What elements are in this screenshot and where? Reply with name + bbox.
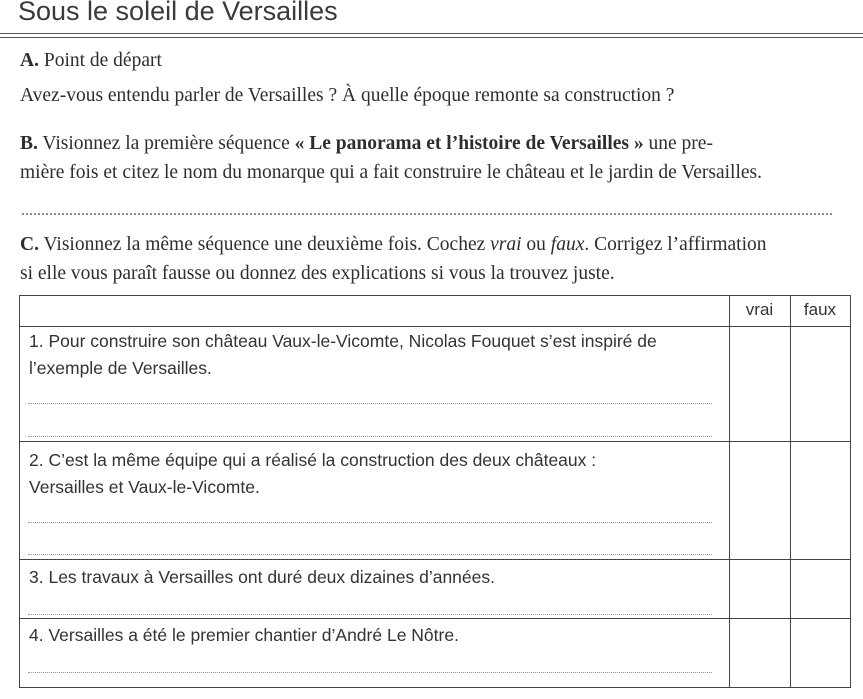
statement-4-faux-box[interactable] — [791, 619, 850, 687]
section-a-heading — [20, 50, 162, 72]
statement-4-answer-line[interactable] — [28, 672, 712, 673]
statement-3-line1: 3. Les travaux à Versailles ont duré deux dizaines d’années. — [29, 567, 495, 587]
section-c-ou: ou — [521, 234, 551, 255]
section-b-quote: « Le panorama et l’histoire de Versailles » — [294, 133, 644, 154]
statement-1-line2: l’exemple de Versailles. — [29, 358, 212, 378]
section-b-text-after: une pre- — [643, 133, 713, 154]
title-rule-top — [0, 33, 863, 34]
section-c-line1 — [20, 234, 767, 256]
section-c-line2: si elle vous paraît fausse ou donnez des explications si vous la trouvez juste. — [20, 263, 615, 284]
title-rule-bottom — [0, 37, 863, 38]
statement-2-answer-line-1[interactable] — [28, 522, 712, 523]
section-a-letter: A. — [20, 50, 39, 71]
statement-2-faux-box[interactable] — [791, 442, 850, 558]
statement-3-answer-line[interactable] — [28, 614, 712, 615]
section-c-vrai: vrai — [490, 234, 522, 255]
section-c-faux: faux — [550, 234, 585, 255]
section-c-part1: Visionnez la même séquence une deuxième fois. Cochez — [43, 234, 491, 255]
section-a-question: Avez-vous entendu parler de Versailles ? À quelle époque remonte sa construction ? — [20, 85, 675, 106]
section-b-line2: mière fois et citez le nom du monarque qui a fait construire le château et le jardin de Versailles. — [20, 162, 762, 183]
row-divider-1 — [20, 441, 850, 442]
statement-1-faux-box[interactable] — [791, 327, 850, 440]
true-false-table — [19, 295, 851, 688]
header-vrai: vrai — [745, 300, 774, 319]
section-c-letter: C. — [20, 234, 39, 255]
statement-2-vrai-box[interactable] — [730, 442, 790, 558]
statement-3-vrai-box[interactable] — [730, 560, 790, 617]
statement-4-line1: 4. Versailles a été le premier chantier d’André Le Nôtre. — [29, 625, 459, 645]
section-b-answer-line[interactable] — [22, 213, 832, 215]
section-b-letter: B. — [20, 133, 38, 154]
statement-2-answer-line-2[interactable] — [28, 554, 712, 555]
statement-2-line2: Versailles et Vaux-le-Vicomte. — [29, 477, 260, 497]
section-b-line1 — [20, 133, 713, 155]
statement-3-faux-box[interactable] — [791, 560, 850, 617]
statement-1-answer-line-2[interactable] — [28, 436, 712, 437]
statement-4-vrai-box[interactable] — [730, 619, 790, 687]
statement-1-answer-line-1[interactable] — [28, 403, 712, 404]
section-c-part2: . Corrigez l’affirmation — [584, 234, 767, 255]
header-faux: faux — [803, 300, 837, 319]
section-a-heading-text: Point de départ — [43, 50, 162, 71]
statement-2-line1: 2. C’est la même équipe qui a réalisé la construction des deux châteaux : — [29, 450, 597, 470]
section-b-text-before: Visionnez la première séquence — [42, 133, 295, 154]
page-title: Sous le soleil de Versailles — [18, 0, 338, 26]
header-row-divider — [20, 326, 850, 327]
row-divider-2 — [20, 559, 850, 560]
row-divider-3 — [20, 618, 850, 619]
statement-1-vrai-box[interactable] — [730, 327, 790, 440]
statement-1-line1: 1. Pour construire son château Vaux-le-Vicomte, Nicolas Fouquet s’est inspiré de — [29, 331, 657, 351]
